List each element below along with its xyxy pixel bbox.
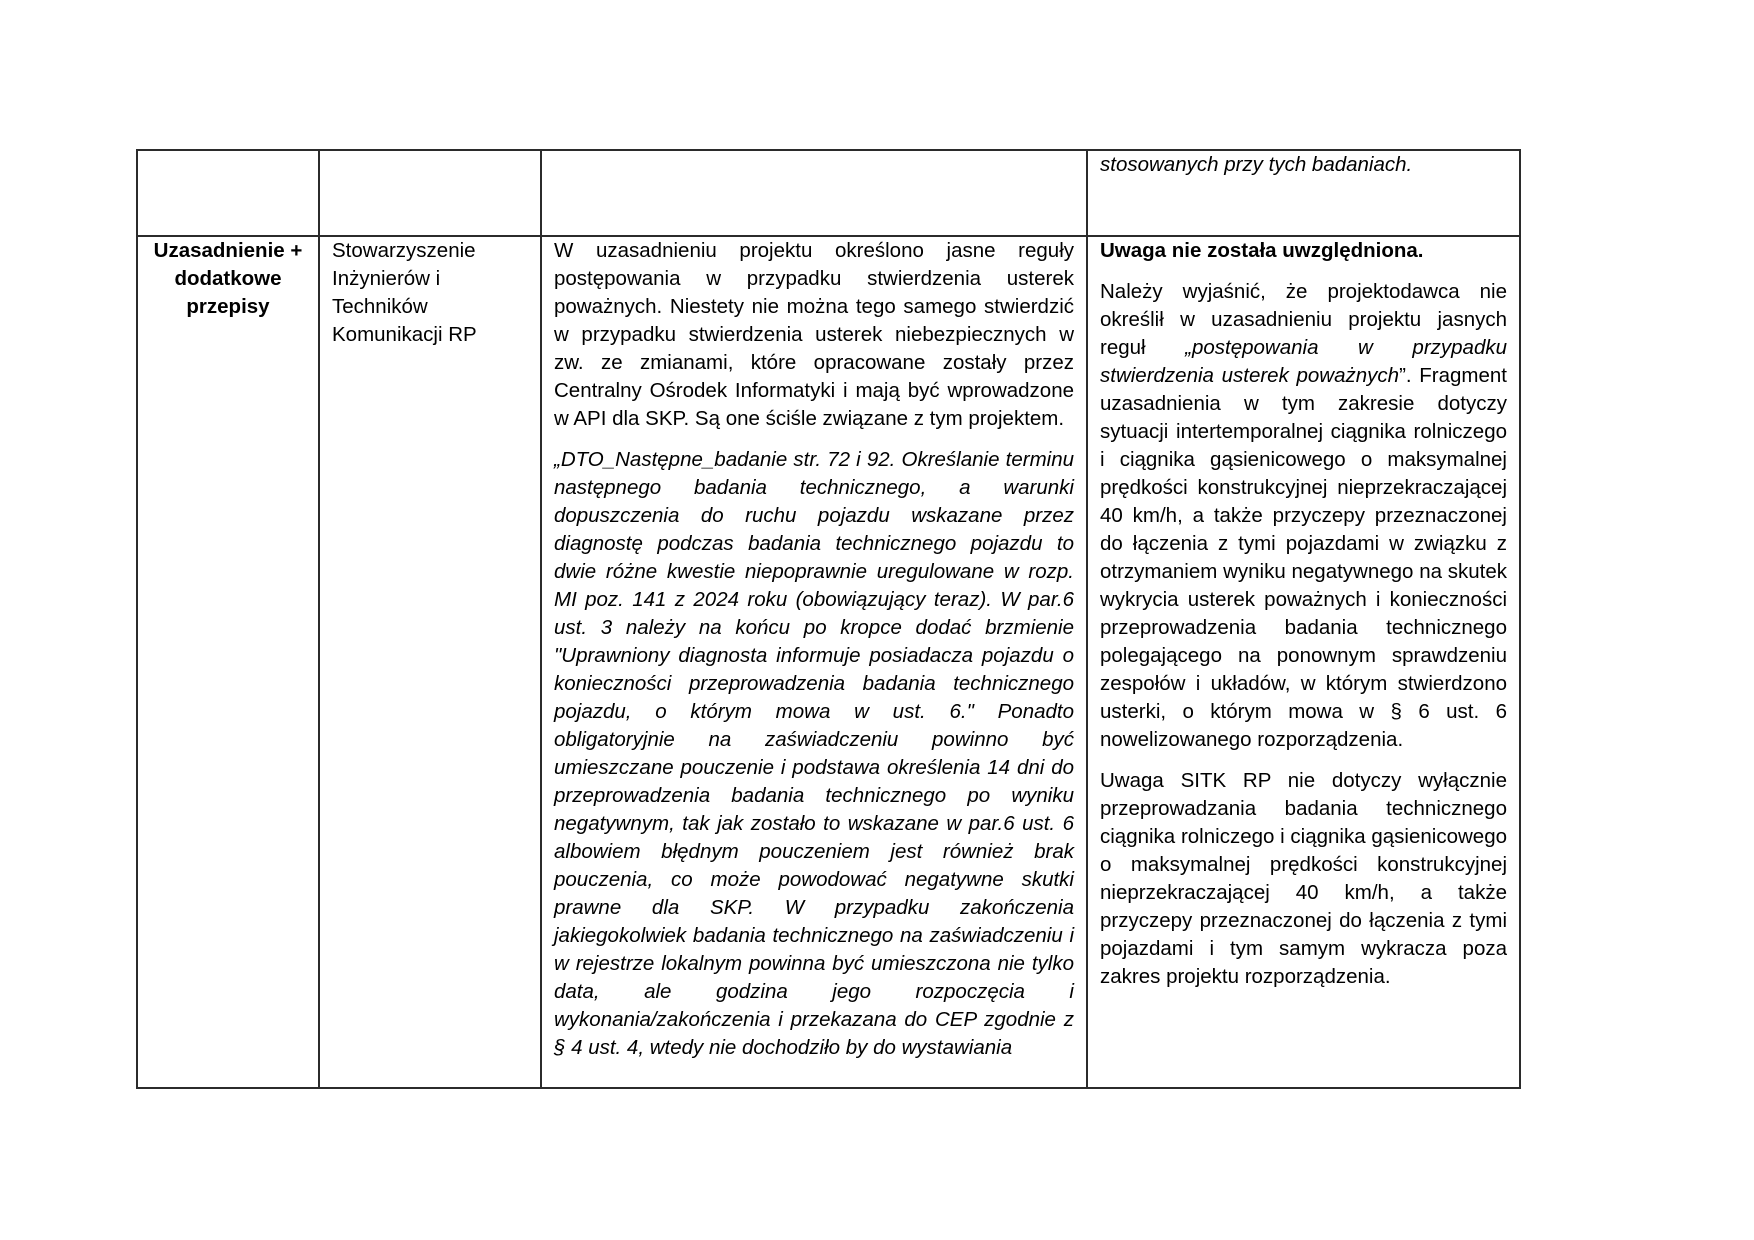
submitter-line: Techników bbox=[332, 295, 428, 318]
submitter-line: Komunikacji RP bbox=[332, 323, 477, 346]
cell-remark-empty bbox=[541, 150, 1087, 236]
response-paragraph bbox=[1100, 278, 1507, 754]
response-text: Należy wyjaśnić, że projektodawca nie określił w uzasadnieniu projektu jasnych reguł bbox=[1100, 280, 1507, 359]
cell-category bbox=[137, 236, 319, 1088]
table-row bbox=[137, 236, 1520, 1088]
response-heading: Uwaga nie została uwzględniona. bbox=[1100, 239, 1424, 262]
comments-table bbox=[136, 149, 1521, 1089]
category-line: Uzasadnienie + bbox=[153, 239, 303, 262]
cell-remark bbox=[541, 236, 1087, 1088]
submitter-line: Stowarzyszenie bbox=[332, 239, 476, 262]
cell-response-continued bbox=[1087, 150, 1520, 236]
category-line: przepisy bbox=[186, 295, 270, 318]
submitter-line: Inżynierów i bbox=[332, 267, 441, 290]
response-continued-text: stosowanych przy tych badaniach. bbox=[1100, 153, 1413, 176]
response-quote: „postępowania w przypadku stwierdzenia usterek poważnych bbox=[1100, 336, 1508, 387]
cell-submitter bbox=[319, 236, 541, 1088]
category-line: dodatkowe bbox=[174, 267, 282, 290]
table-row-continued bbox=[137, 150, 1520, 236]
cell-submitter-empty bbox=[319, 150, 541, 236]
response-paragraph: Uwaga SITK RP nie dotyczy wyłącznie przeprowadzania badania technicznego ciągnika rolniczego i ciągnika gąsienicowego o maksymalnej prędkości konstrukcyjnej nieprzekraczającej 40 km/h, a także przyczepy przeznaczonej do łączenia z tymi pojazdami i tym samym wykracza poza zakres projektu rozporządzenia. bbox=[1100, 769, 1507, 988]
remark-paragraph: W uzasadnieniu projektu określono jasne reguły postępowania w przypadku stwierdzenia usterek poważnych. Niestety nie można tego samego stwierdzić w przypadku stwierdzenia usterek niebezpiecznych w zw. ze zmianami, które opracowane zostały przez Centralny Ośrodek Informatyki i mają być wprowadzone w API dla SKP. Są one ściśle związane z tym projektem. bbox=[554, 239, 1074, 430]
cell-category-empty bbox=[137, 150, 319, 236]
response-text: ”. Fragment uzasadnienia w tym zakresie dotyczy sytuacji intertemporalnej ciągnika rolniczego i ciągnika gąsienicowego o maksymalnej prędkości konstrukcyjnej nieprzekraczającej 40 km/h, a także przyczepy przeznaczonej do łączenia z tymi pojazdami w związku z otrzymaniem wyniku negatywnego na skutek wykrycia usterek poważnych i konieczności przeprowadzenia badania technicznego polegającego na ponownym sprawdzeniu zespołów i układów, w którym stwierdzono usterki, o którym mowa w § 6 ust. 6 nowelizowanego rozporządzenia. bbox=[1100, 364, 1507, 751]
remark-quote-paragraph: „DTO_Następne_badanie str. 72 i 92. Określanie terminu następnego badania technicznego, a warunki dopuszczenia do ruchu pojazdu wskazane przez diagnostę podczas badania technicznego pojazdu to dwie różne kwestie niepoprawnie uregulowane w rozp. MI poz. 141 z 2024 roku (obowiązujący teraz). W par.6 ust. 3 należy na końcu po kropce dodać brzmienie "Uprawniony diagnosta informuje posiadacza pojazdu o konieczności przeprowadzenia badania technicznego pojazdu, o którym mowa w ust. 6." Ponadto obligatoryjnie na zaświadczeniu powinno być umieszczane pouczenie i podstawa określenia 14 dni do przeprowadzenia badania technicznego po wyniku negatywnym, tak jak zostało to wskazane w par.6 ust. 6 albowiem błędnym pouczeniem jest również brak pouczenia, co może powodować negatywne skutki prawne dla SKP. W przypadku zakończenia jakiegokolwiek badania technicznego na zaświadczeniu i w rejestrze lokalnym powinna być umieszczona nie tylko data, ale godzina jego rozpoczęcia i wykonania/zakończenia i przekazana do CEP zgodnie z § 4 ust. 4, wtedy nie dochodziło by do wystawiania bbox=[554, 448, 1074, 1059]
cell-response bbox=[1087, 236, 1520, 1088]
